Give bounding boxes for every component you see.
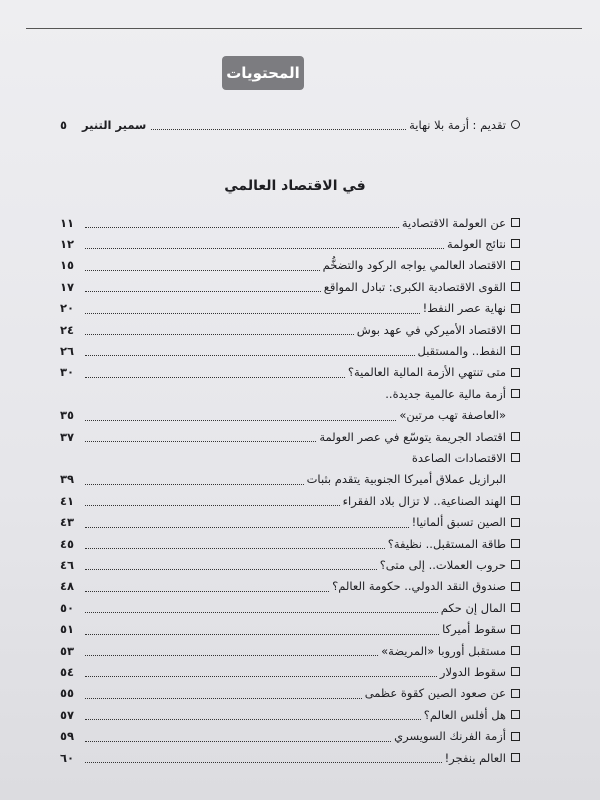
toc-entry — [60, 726, 520, 747]
dot-leader — [85, 688, 362, 699]
toc-entry — [60, 704, 520, 725]
dot-leader — [85, 281, 321, 292]
dot-leader — [85, 538, 385, 549]
dot-leader — [151, 119, 406, 130]
dot-leader — [85, 666, 437, 677]
checkbox-bullet-icon — [511, 603, 520, 612]
dot-leader — [85, 645, 378, 656]
toc-entry — [60, 319, 520, 340]
checkbox-bullet-icon — [511, 518, 520, 527]
toc-page-number: ٣٥ — [60, 408, 75, 423]
checkbox-bullet-icon — [511, 710, 520, 719]
top-rule — [26, 28, 582, 29]
toc-page-number: ٥٤ — [60, 664, 75, 679]
toc-entry-title: حروب العملات.. إلى متى؟ — [379, 557, 506, 572]
toc-entry-title: الاقتصاد الأميركي في عهد بوش — [356, 322, 506, 337]
toc-page-number: ٥٧ — [60, 707, 75, 722]
checkbox-bullet-icon — [511, 389, 520, 398]
dot-leader — [85, 431, 316, 442]
dot-leader — [85, 474, 304, 485]
toc-page-number: ١٥ — [60, 258, 75, 273]
toc-entry — [60, 661, 520, 682]
toc-entry — [60, 405, 520, 426]
toc-entry — [60, 255, 520, 276]
toc-page-number: ٤٣ — [60, 515, 75, 530]
checkbox-bullet-icon — [511, 239, 520, 248]
toc-page-number: ٢٤ — [60, 322, 75, 337]
checkbox-bullet-icon — [511, 625, 520, 634]
toc-page-number: ٢٦ — [60, 343, 75, 358]
toc-entry-title: نتائج العولمة — [447, 236, 506, 251]
checkbox-bullet-icon — [511, 732, 520, 741]
checkbox-bullet-icon — [511, 325, 520, 334]
toc-entry — [60, 426, 520, 447]
circle-bullet-icon — [511, 120, 520, 129]
checkbox-bullet-icon — [511, 753, 520, 762]
section-heading: في الاقتصاد العالمي — [224, 178, 366, 194]
checkbox-bullet-icon — [511, 368, 520, 377]
toc-entry-title: الصين تسبق ألمانيا! — [411, 515, 506, 530]
toc-entry-title: متى تنتهي الأزمة المالية العالمية؟ — [347, 365, 506, 380]
checkbox-bullet-icon — [511, 496, 520, 505]
checkbox-bullet-icon — [511, 539, 520, 548]
toc-entry-title: عن العولمة الاقتصادية — [401, 215, 506, 230]
toc-entry-title: سقوط أميركا — [442, 622, 506, 637]
dot-leader — [85, 731, 391, 742]
toc-page-number: ٣٩ — [60, 472, 75, 487]
toc-entry-title: «العاصفة تهب مرتين» — [399, 408, 506, 423]
dot-leader — [85, 367, 345, 378]
toc-page-number: ٥١ — [60, 622, 75, 637]
toc-entry-title: طاقة المستقبل.. نظيفة؟ — [387, 536, 506, 551]
toc-entry-title: المال إن حكم — [440, 600, 506, 615]
toc-entry-title: الاقتصاد العالمي يواجه الركود والتضخُّم — [322, 258, 506, 273]
toc-entry — [60, 554, 520, 575]
dot-leader — [85, 602, 438, 613]
toc-entry-title: الهند الصناعية.. لا تزال بلاد الفقراء — [342, 493, 506, 508]
toc-page-number: ٣٧ — [60, 429, 75, 444]
toc-entry-title: أزمة الفرنك السويسري — [394, 729, 506, 744]
dot-leader — [85, 238, 444, 249]
toc-entry-title: النفط.. والمستقبل — [417, 343, 506, 358]
toc-page-number: ٣٠ — [60, 365, 75, 380]
toc-entry-title: هل أفلس العالم؟ — [423, 707, 506, 722]
toc-page-number: ٥٩ — [60, 729, 75, 744]
toc-entry — [60, 533, 520, 554]
intro-entry — [60, 114, 520, 135]
toc-entry — [60, 383, 520, 404]
toc-entry — [60, 683, 520, 704]
toc-entry — [60, 233, 520, 254]
page-title — [222, 56, 304, 90]
toc-entry-title: الاقتصادات الصاعدة — [411, 450, 506, 465]
page-title-text: المحتويات — [226, 64, 300, 82]
dot-leader — [85, 559, 377, 570]
toc-entry — [60, 619, 520, 640]
toc-entry — [60, 212, 520, 233]
checkbox-bullet-icon — [511, 689, 520, 698]
dot-leader — [85, 217, 399, 228]
toc-page-number: ٤٦ — [60, 557, 75, 572]
dot-leader — [85, 260, 320, 271]
toc-entry — [60, 298, 520, 319]
toc-entry-title: أزمة مالية عالمية جديدة.. — [385, 386, 506, 401]
dot-leader — [85, 324, 354, 335]
toc-entry — [60, 597, 520, 618]
checkbox-bullet-icon — [511, 261, 520, 270]
checkbox-bullet-icon — [511, 560, 520, 569]
toc-page-number: ٦٠ — [60, 750, 75, 765]
dot-leader — [85, 624, 439, 635]
toc-page-number: ٥٠ — [60, 600, 75, 615]
toc-page-number: ٢٠ — [60, 301, 75, 316]
toc-entry — [60, 362, 520, 383]
toc-entry — [60, 276, 520, 297]
toc-entry-title: سقوط الدولار — [439, 664, 506, 679]
toc-entry — [60, 747, 520, 768]
checkbox-bullet-icon — [511, 667, 520, 676]
toc-page-number: ١٧ — [60, 279, 75, 294]
checkbox-bullet-icon — [511, 453, 520, 462]
toc-entry — [60, 640, 520, 661]
dot-leader — [85, 752, 442, 763]
dot-leader — [85, 303, 420, 314]
toc-page-number: ٤٥ — [60, 536, 75, 551]
toc-page-number: ٤١ — [60, 493, 75, 508]
intro-label: تقديم : أزمة بلا نهاية — [409, 117, 506, 132]
toc-page-number: ١٢ — [60, 236, 75, 251]
toc-entry — [60, 469, 520, 490]
checkbox-bullet-icon — [511, 646, 520, 655]
toc-entry-title: مستقبل أوروبا «المريضة» — [381, 643, 506, 658]
dot-leader — [85, 709, 421, 720]
checkbox-bullet-icon — [511, 282, 520, 291]
checkbox-bullet-icon — [511, 582, 520, 591]
toc-page-number: ٥٥ — [60, 686, 75, 701]
intro-author: سمير التنير — [82, 117, 147, 132]
toc-entry — [60, 447, 520, 468]
toc-entry — [60, 512, 520, 533]
intro-page-number: ٥ — [60, 117, 68, 132]
dot-leader — [85, 517, 409, 528]
toc-entry — [60, 340, 520, 361]
toc-entry-title: القوى الاقتصادية الكبرى: تبادل المواقع — [323, 279, 506, 294]
dot-leader — [85, 495, 340, 506]
checkbox-bullet-icon — [511, 304, 520, 313]
toc-entry — [60, 576, 520, 597]
dot-leader — [85, 410, 396, 421]
checkbox-bullet-icon — [511, 346, 520, 355]
toc-entry-title: صندوق النقد الدولي.. حكومة العالم؟ — [332, 579, 506, 594]
toc-entry-title: عن صعود الصين كقوة عظمى — [364, 686, 506, 701]
checkbox-bullet-icon — [511, 218, 520, 227]
toc-entry-title: اقتصاد الجريمة يتوسّع في عصر العولمة — [319, 429, 506, 444]
toc-page-number: ١١ — [60, 215, 75, 230]
toc-entry — [60, 490, 520, 511]
toc-entry-title: البرازيل عملاق أميركا الجنوبية يتقدم بثبات — [306, 472, 506, 487]
toc-page-number: ٥٣ — [60, 643, 75, 658]
toc-entry-title: نهاية عصر النفط! — [422, 301, 506, 316]
dot-leader — [85, 581, 329, 592]
toc-page-number: ٤٨ — [60, 579, 75, 594]
checkbox-bullet-icon — [511, 432, 520, 441]
dot-leader — [85, 345, 415, 356]
toc-entry-title: العالم ينفجر! — [444, 750, 506, 765]
